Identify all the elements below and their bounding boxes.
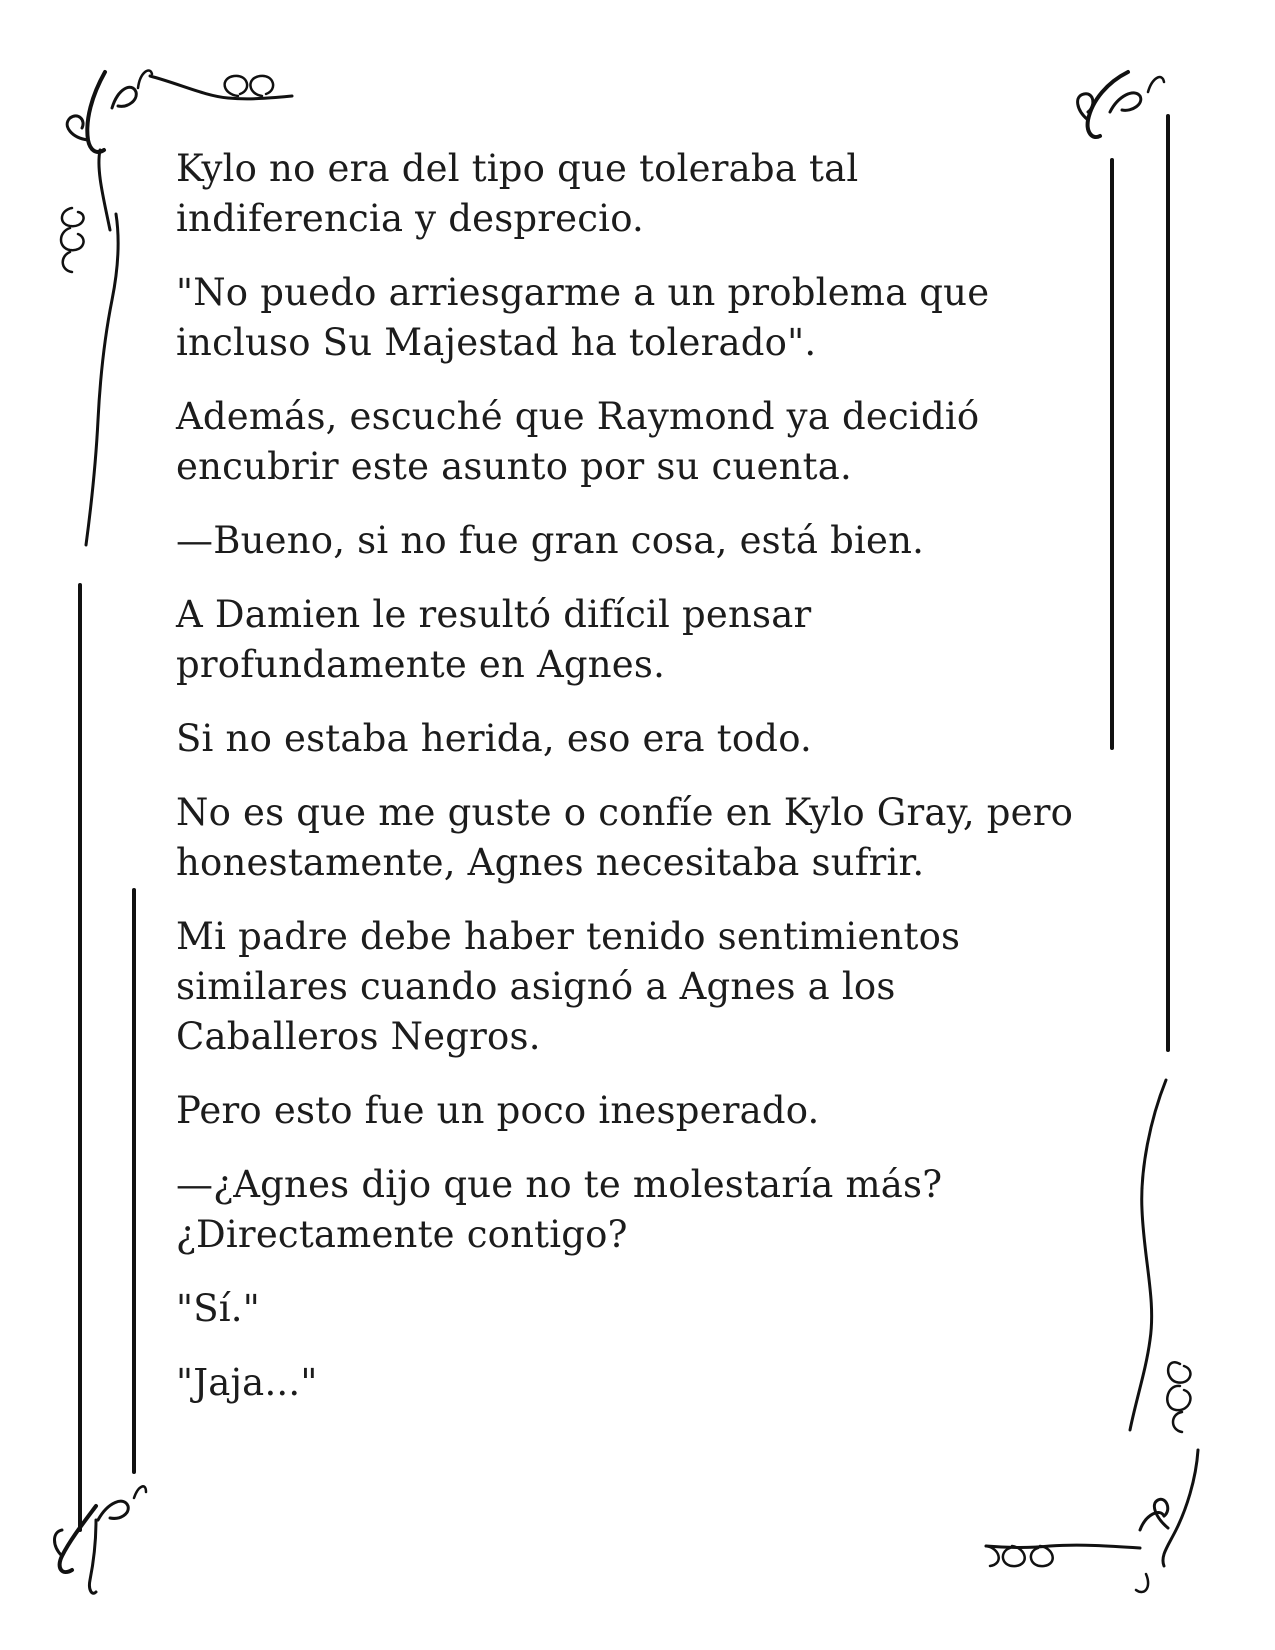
paragraph: "Jaja..."	[176, 1361, 318, 1404]
paragraph: Mi padre debe haber tenido sentimientos similares cuando asignó a Agnes a los Caballeros Negros.	[176, 915, 961, 1058]
paragraph: —¿Agnes dijo que no te molestaría más? ¿Directamente contigo?	[176, 1163, 943, 1256]
paragraph: Si no estaba herida, eso era todo.	[176, 717, 812, 760]
paragraph: Además, escuché que Raymond ya decidió encubrir este asunto por su cuenta.	[176, 395, 980, 488]
paragraph: "Sí."	[176, 1287, 260, 1330]
story-text	[176, 144, 1116, 1432]
paragraph: No es que me guste o confíe en Kylo Gray, pero honestamente, Agnes necesitaba sufrir.	[176, 791, 1074, 884]
paragraph: A Damien le resultó difícil pensar profundamente en Agnes.	[176, 593, 812, 686]
paragraph: Kylo no era del tipo que toleraba tal indiferencia y desprecio.	[176, 147, 859, 240]
paragraph: Pero esto fue un poco inesperado.	[176, 1089, 820, 1132]
paragraph: "No puedo arriesgarme a un problema que incluso Su Majestad ha tolerado".	[176, 271, 990, 364]
bottom-left-flourish-icon	[55, 890, 147, 1593]
paragraph: —Bueno, si no fue gran cosa, está bien.	[176, 519, 925, 562]
